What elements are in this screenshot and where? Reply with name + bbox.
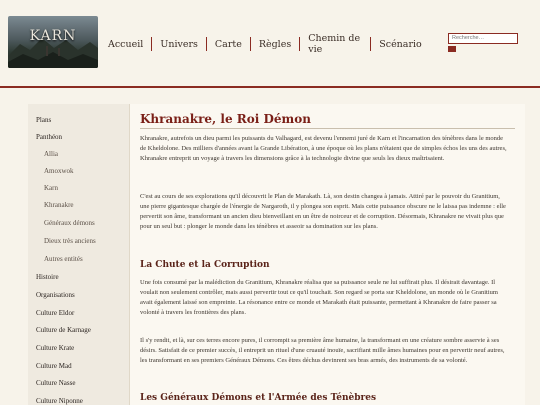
sidebar-item-generaux-demons[interactable]: Généraux démons bbox=[44, 219, 95, 227]
section-heading-generaux: Les Généraux Démons et l'Armée des Ténèbres bbox=[140, 393, 377, 403]
nav-univers[interactable]: Univers bbox=[160, 38, 198, 50]
sidebar-item-histoire[interactable]: Histoire bbox=[36, 273, 59, 281]
sidebar-item-culture-nasse[interactable]: Culture Nasse bbox=[36, 379, 76, 387]
section-heading-chute: La Chute et la Corruption bbox=[140, 260, 270, 270]
site-header bbox=[0, 0, 540, 88]
sidebar-item-culture-mad[interactable]: Culture Mad bbox=[36, 362, 72, 370]
sidebar-item-culture-krate[interactable]: Culture Krate bbox=[36, 344, 75, 352]
sidebar-item-culture-niponne[interactable]: Culture Niponne bbox=[36, 397, 83, 405]
search-button[interactable] bbox=[448, 46, 456, 52]
nav-scenario[interactable]: Scénario bbox=[379, 38, 422, 50]
sidebar-item-plans[interactable]: Plans bbox=[36, 116, 52, 124]
nav-regles[interactable]: Règles bbox=[258, 38, 292, 50]
sidebar-item-autres-entites[interactable]: Autres entités bbox=[44, 255, 83, 263]
main-navigation bbox=[100, 30, 430, 58]
logo-text: KARN bbox=[29, 28, 77, 44]
search-input[interactable]: Recherche… bbox=[448, 33, 518, 44]
intro-paragraph: Khranakre, autrefois un dieu parmi les puissants du Valhagard, est devenu l'ennemi juré de Karn et l'incarnation des ténèbres dans le monde de Kheldolone. Des milliers d'années avant la Grande Libération, à une époque où les plans n'étaient que de simples échos les uns des autres, Khranakre entreprit un voyage à travers les dimensions grâce à la technologie divine que seuls les dieux maîtrisaient. bbox=[140, 135, 507, 162]
article-content bbox=[130, 104, 525, 405]
site-logo[interactable] bbox=[8, 16, 98, 68]
nav-chemin-de-vie[interactable]: Chemin de vie bbox=[308, 33, 361, 55]
page-title: Khranakre, le Roi Démon bbox=[140, 112, 311, 126]
sidebar-item-culture-karnage[interactable]: Culture de Karnage bbox=[36, 326, 91, 334]
paragraph-generaux: Il s'y rendit, et là, sur ces terres encore pures, il corrompit sa première âme humaine, la transformant en une créature sombre asservie à ses désirs. Satisfait de ce premier succès, il entreprit un rituel d'une cruauté inouïe, sacrifiant mille âmes humaines pour en pervertir neuf autres, les transformant en ses premiers Généraux Démons. Ces êtres déchus devinrent ses bras armés, des instruments de sa volonté. bbox=[140, 337, 505, 364]
sidebar-item-allia[interactable]: Allia bbox=[44, 150, 58, 158]
nav-accueil[interactable]: Accueil bbox=[108, 38, 144, 50]
nav-carte[interactable]: Carte bbox=[214, 38, 242, 50]
sidebar-item-amoxwok[interactable]: Amoxwok bbox=[44, 167, 74, 175]
sidebar-item-karn[interactable]: Karn bbox=[44, 184, 58, 192]
sidebar-item-khranakre[interactable]: Khranakre bbox=[44, 201, 74, 209]
paragraph-marakath: C'est au cours de ses explorations qu'il découvrit le Plan de Marakath. Là, son destin changea à jamais. Attiré par le pouvoir du Granitium, une pierre gigantesque chargée de l'énergie de Nargaroth, il y plongea son esprit. Mais cette puissance obscure ne le laissa pas indemne : elle pervertit son âme, transformant un ancien dieu bienveillant en un être de noirceur et de corruption. Désormais, Khranakre ne vivait plus que pour un seul but : plonger le monde dans les ténèbres et asseoir sa domination sur les plans. bbox=[140, 193, 506, 230]
sidebar-item-pantheon[interactable]: Panthéon bbox=[36, 133, 63, 141]
title-divider bbox=[140, 128, 515, 129]
sidebar-item-dieux-tres-anciens[interactable]: Dieux très anciens bbox=[44, 237, 96, 245]
sidebar-item-organisations[interactable]: Organisations bbox=[36, 291, 75, 299]
sidebar-item-culture-eldor[interactable]: Culture Eldor bbox=[36, 309, 75, 317]
sidebar bbox=[28, 104, 130, 405]
paragraph-corruption: Une fois consumé par la malédiction du Granitium, Khranakre réalisa que sa puissance seule ne lui suffirait plus. Il désirait davantage. Il voulait non seulement contrôler, mais aussi pervertir tout ce qu'il touchait. Son regard se porta sur Kheldolone, un monde où le Granitium avait également laissé son empreinte. La résonance entre ce monde et Marakath était puissante, permettant à Khranakre de faire passer sa volonté à travers les frontières des plans. bbox=[140, 279, 498, 316]
